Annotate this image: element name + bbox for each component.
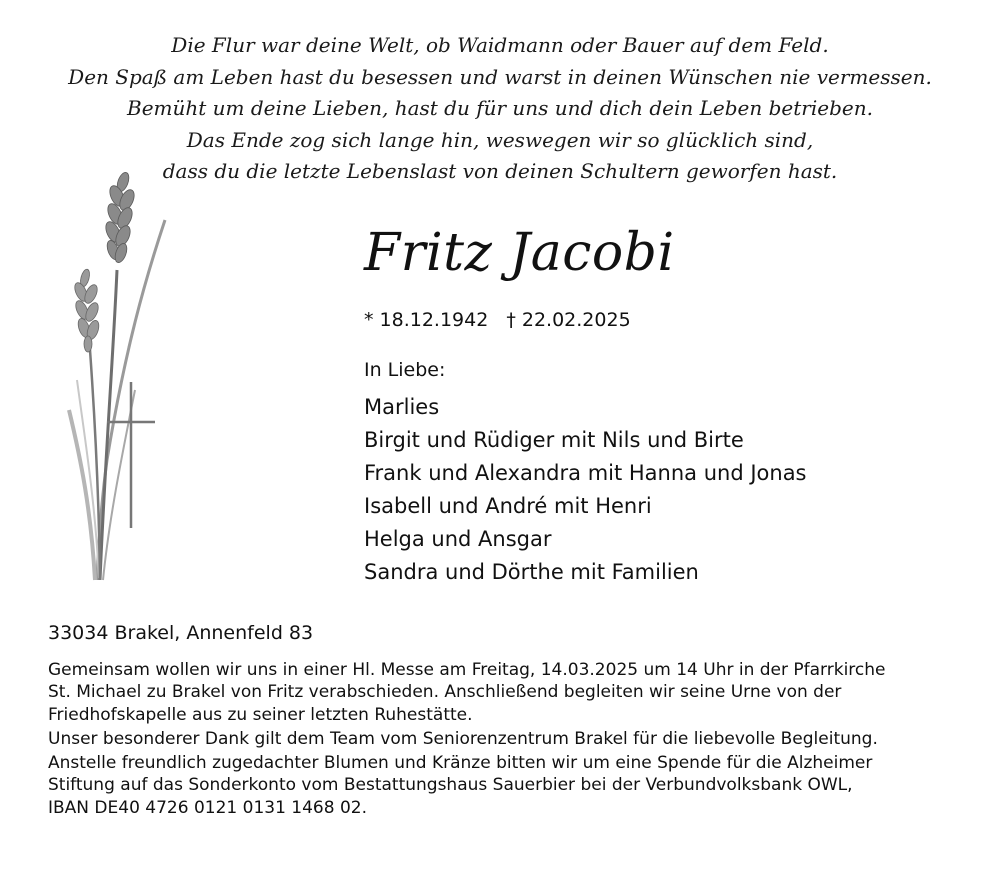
death-date: † 22.02.2025 bbox=[506, 309, 631, 331]
text-line: IBAN DE40 4726 0121 0131 1468 02. bbox=[48, 797, 367, 818]
mourner: Sandra und Dörthe mit Familien bbox=[364, 560, 699, 584]
poem-line: Bemüht um deine Lieben, hast du für uns und dich dein Leben betrieben. bbox=[127, 96, 873, 120]
mourner: Isabell und André mit Henri bbox=[364, 494, 652, 518]
life-dates bbox=[364, 306, 631, 334]
poem-line: Das Ende zog sich lange hin, weswegen wir so glücklich sind, bbox=[186, 127, 814, 152]
poem-line: dass du die letzte Lebenslast von deinen Schultern geworfen hast. bbox=[162, 159, 838, 183]
in-love-label: In Liebe: bbox=[364, 359, 446, 381]
thanks-paragraph bbox=[48, 728, 988, 750]
mourner: Helga und Ansgar bbox=[364, 527, 552, 551]
text-line: St. Michael zu Brakel von Fritz verabschieden. Anschließend begleiten wir seine Urne von der bbox=[48, 682, 842, 703]
birth-date: * 18.12.1942 bbox=[364, 309, 489, 331]
text-line: Gemeinsam wollen wir uns in einer Hl. Messe am Freitag, 14.03.2025 um 14 Uhr in der Pfarrkirche bbox=[48, 660, 886, 680]
service-paragraph bbox=[48, 659, 988, 726]
announcement-text bbox=[48, 659, 988, 819]
donation-paragraph bbox=[48, 752, 988, 819]
poem-line: Den Spaß am Leben hast du besessen und warst in deinen Wünschen nie vermessen. bbox=[68, 64, 932, 89]
text-line: Stiftung auf das Sonderkonto vom Bestattungshaus Sauerbier bei der Verbundvolksbank OWL, bbox=[48, 775, 853, 796]
poem-line: Die Flur war deine Welt, ob Waidmann oder Bauer auf dem Feld. bbox=[171, 33, 829, 57]
mourner: Birgit und Rüdiger mit Nils und Birte bbox=[364, 428, 744, 452]
text-line: Unser besonderer Dank gilt dem Team vom Seniorenzentrum Brakel für die liebevolle Begleitung. bbox=[48, 728, 878, 749]
deceased-name: Fritz Jacobi bbox=[364, 223, 675, 283]
wheat-cross-illustration bbox=[55, 160, 175, 590]
mourners-list bbox=[364, 391, 807, 589]
mourner: Frank und Alexandra mit Hanna und Jonas bbox=[364, 461, 807, 485]
text-line: Friedhofskapelle aus zu seiner letzten Ruhestätte. bbox=[48, 704, 473, 725]
address: 33034 Brakel, Annenfeld 83 bbox=[48, 622, 314, 644]
mourner: Marlies bbox=[364, 395, 440, 419]
text-line: Anstelle freundlich zugedachter Blumen und Kränze bitten wir um eine Spende für die Alzheimer bbox=[48, 753, 873, 774]
